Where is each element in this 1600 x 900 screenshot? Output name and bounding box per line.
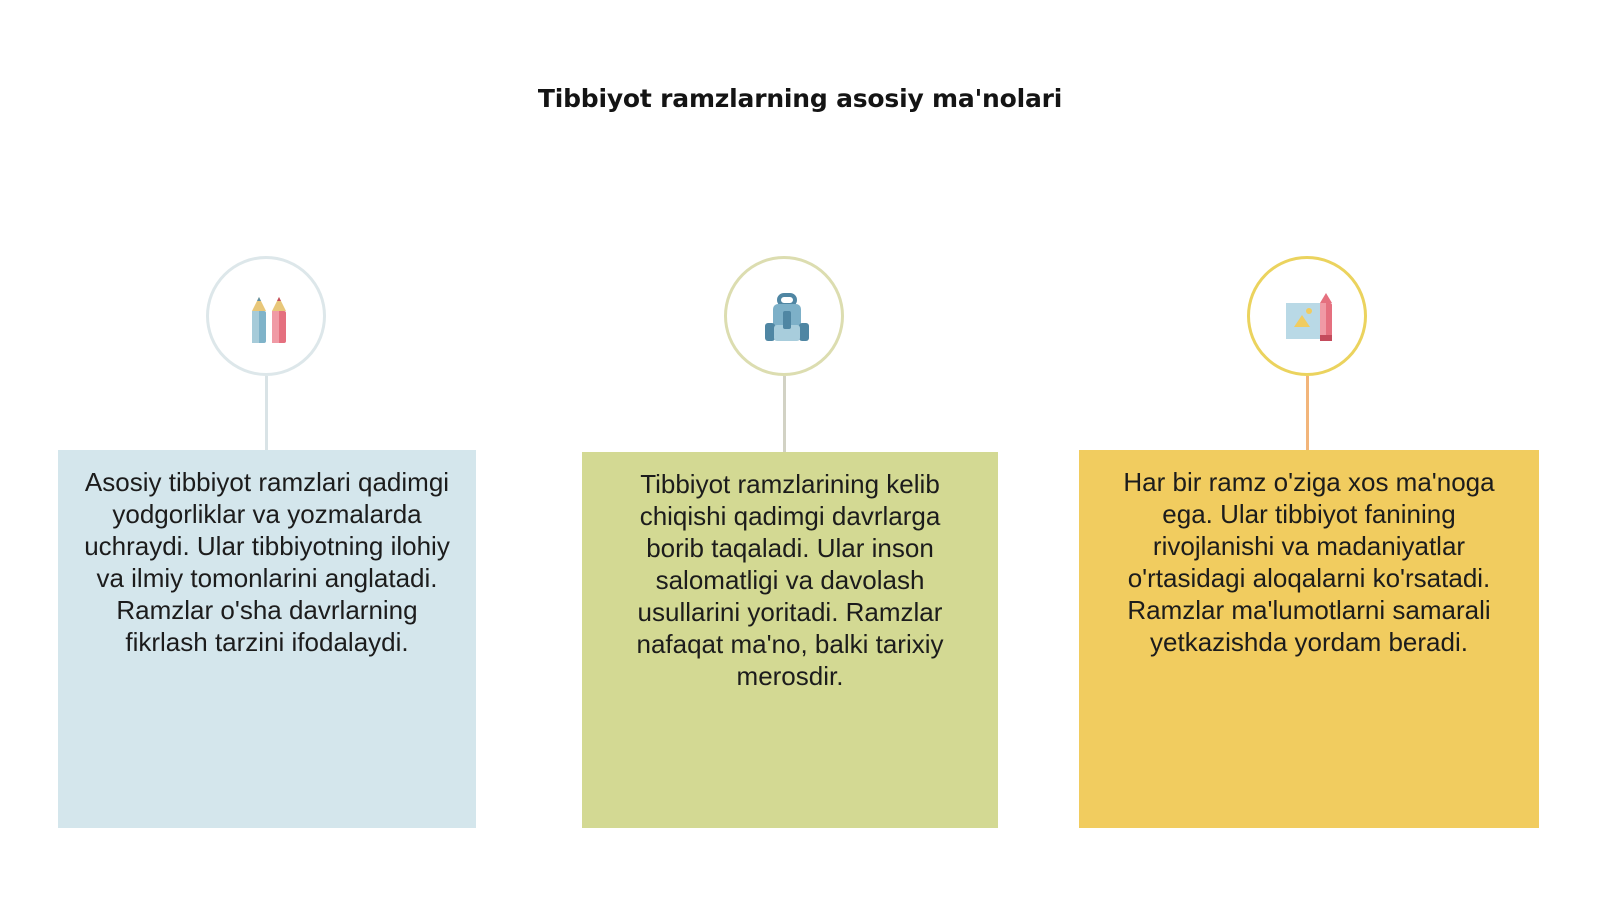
slide-title: Tibbiyot ramzlarning asosiy ma'nolari: [537, 84, 1063, 113]
info-card-1-text: Asosiy tibbiyot ramzlari qadimgi yodgorliklar va yozmalarda uchraydi. Ular tibbiyotning ilohiy va ilmiy tomonlarini anglatadi. Ramzlar o'sha davrlarning fikrlash tarzini ifodalaydi.: [84, 467, 450, 657]
connector-line-2: [783, 376, 786, 452]
info-card-2: [582, 452, 998, 828]
info-card-2-text: Tibbiyot ramzlarining kelib chiqishi qadimgi davrlarga borib taqaladi. Ular inson salomatligi va davolash usullarini yoritadi. Ramzlar nafaqat ma'no, balki tarixiy merosdir.: [636, 469, 944, 691]
info-card-3: [1079, 450, 1539, 828]
connector-line-3: [1306, 376, 1309, 450]
backpack-icon: [757, 289, 817, 349]
icon-circle-2: [724, 256, 844, 376]
info-card-3-text: Har bir ramz o'ziga xos ma'noga ega. Ular tibbiyot fanining rivojlanishi va madaniyatlar o'rtasidagi aloqalarni ko'rsatadi. Ramzlar ma'lumotlarni samarali yetkazishda yordam beradi.: [1123, 467, 1495, 657]
icon-circle-1: [206, 256, 326, 376]
icon-circle-3: [1247, 256, 1367, 376]
pencils-icon: [239, 289, 299, 349]
connector-line-1: [265, 376, 268, 450]
drawing-icon: [1280, 289, 1340, 349]
info-card-1: [58, 450, 476, 828]
